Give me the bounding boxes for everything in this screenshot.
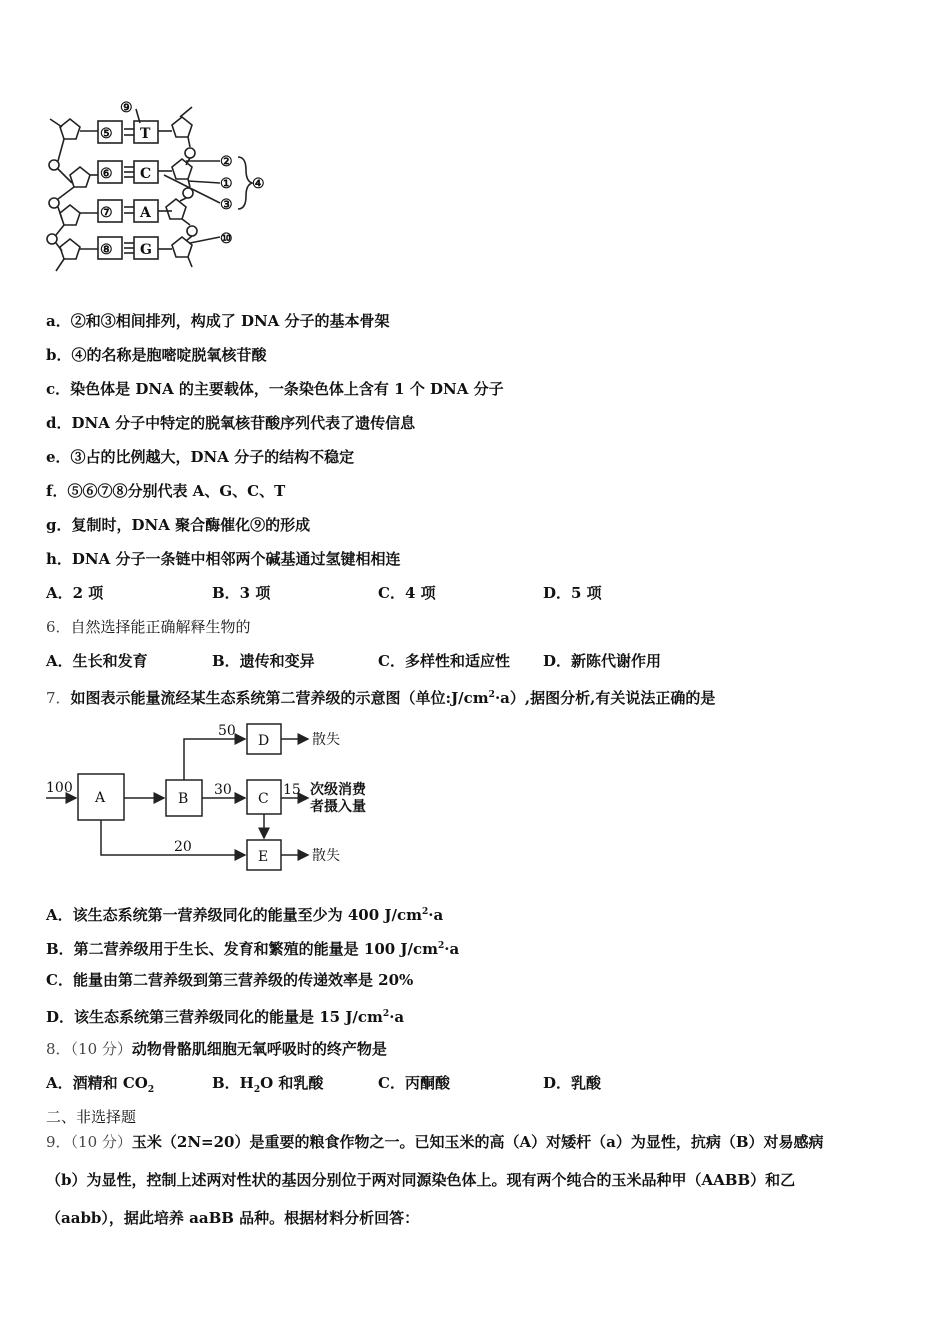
- q7-option-d-sup: 2: [382, 1009, 390, 1019]
- right-sugar-2: [172, 159, 192, 179]
- left-sugar-4: [60, 239, 80, 259]
- q5-statement-a: a．②和③相间排列，构成了 DNA 分子的基本骨架: [46, 312, 390, 330]
- q8-option-d: D．乳酸: [543, 1074, 602, 1092]
- q7-option-a-text: A．该生态系统第一营养级同化的能量至少为 400 J/cm: [46, 906, 422, 924]
- q8-option-b-text-2: O 和乳酸: [260, 1074, 324, 1092]
- left-phosphate-2: [49, 198, 59, 208]
- label-9: ⑨: [120, 100, 133, 116]
- label-7: ⑦: [100, 205, 113, 221]
- q9-text-1: 玉米（2N=20）是重要的粮食作物之一。已知玉米的高（A）对矮杆（a）为显性，抗病（B）对易感病: [131, 1133, 824, 1151]
- base-A: A: [140, 205, 151, 221]
- base-C: C: [140, 166, 152, 182]
- q9-line-1: [46, 1132, 824, 1152]
- q7-number: 7．: [46, 689, 71, 707]
- left-sugar-2: [70, 167, 90, 187]
- left-phosphate-3: [47, 234, 57, 244]
- q5-statement-b: b．④的名称是胞嘧啶脱氧核苷酸: [46, 346, 267, 364]
- q6-option-b: B．遗传和变异: [212, 652, 315, 670]
- q8-option-b-sub: 2: [253, 1085, 261, 1095]
- q7-option-c-text: C．能量由第二营养级到第三营养级的传递效率是 20%: [46, 971, 414, 989]
- arrow-b-d: [184, 739, 245, 780]
- consumer-label-1: 次级消费: [310, 782, 366, 798]
- q8-option-a: [46, 1073, 154, 1100]
- q8-option-a-text: A．酒精和 CO: [46, 1074, 148, 1092]
- label-C: C: [258, 791, 269, 807]
- q7-text-1: 如图表示能量流经某生态系统第二营养级的示意图（单位:J/cm: [70, 689, 489, 707]
- q7-stem: [46, 685, 715, 708]
- q7-option-c: [46, 970, 413, 990]
- label-8: ⑧: [100, 242, 113, 258]
- q8-option-b-text: B．H: [212, 1074, 254, 1092]
- q9-score: （10 分）: [70, 1133, 132, 1151]
- q5-statement-h: h．DNA 分子一条链中相邻两个碱基通过氢键相相连: [46, 550, 401, 568]
- q5-option-d: D．5 项: [543, 584, 602, 602]
- q5-option-b: B．3 项: [212, 584, 271, 602]
- q7-option-b-text: B．第二营养级用于生长、发育和繁殖的能量是 100 J/cm: [46, 940, 439, 958]
- q5-statement-d: d．DNA 分子中特定的脱氧核苷酸序列代表了遗传信息: [46, 414, 416, 432]
- right-phosphate-1: [185, 148, 195, 158]
- q7-option-a: [46, 902, 443, 925]
- label-6: ⑥: [100, 166, 113, 182]
- q5-option-a: A．2 项: [46, 584, 104, 602]
- input-value: 100: [46, 780, 73, 796]
- q7-option-b-unit: ·a: [444, 940, 460, 958]
- dna-structure-figure: [40, 95, 280, 285]
- q5-option-c: C．4 项: [378, 584, 436, 602]
- q6-option-a: A．生长和发育: [46, 652, 148, 670]
- q5-statement-c: c．染色体是 DNA 的主要载体，一条染色体上含有 1 个 DNA 分子: [46, 380, 504, 398]
- consumer-label-2: 者摄入量: [310, 799, 366, 815]
- label-B: B: [178, 791, 189, 807]
- label-4: ④: [252, 176, 265, 192]
- q8-number: 8．: [46, 1040, 71, 1058]
- q9-line-2: （b）为显性，控制上述两对性状的基因分别位于两对同源染色体上。现有两个纯合的玉米品种甲（AABB）和乙: [46, 1171, 796, 1189]
- base-G: G: [140, 242, 152, 258]
- right-sugar-1: [172, 117, 192, 137]
- label-5: ⑤: [100, 126, 113, 142]
- q7-text-2: ·a）,据图分析,有关说法正确的是: [494, 689, 716, 707]
- q6-text: 自然选择能正确解释生物的: [70, 618, 251, 636]
- loss-d: 散失: [312, 732, 340, 748]
- q8-stem: [46, 1039, 387, 1059]
- q8-option-b: [212, 1073, 323, 1100]
- arrow-a-e: [101, 820, 245, 855]
- q5-statement-g: g．复制时，DNA 聚合酶催化⑨的形成: [46, 516, 311, 534]
- q6-option-c: C．多样性和适应性: [378, 652, 510, 670]
- value-50: 50: [218, 723, 236, 739]
- q7-option-d: [46, 1004, 404, 1027]
- right-phosphate-3: [187, 226, 197, 236]
- label-D: D: [258, 733, 270, 749]
- label-3: ③: [220, 197, 233, 213]
- q7-option-a-sup: 2: [421, 907, 429, 917]
- label-1: ①: [220, 176, 233, 192]
- q8-option-c: C．丙酮酸: [378, 1074, 450, 1092]
- loss-e: 散失: [312, 848, 340, 864]
- label-E: E: [258, 849, 269, 865]
- q8-score: （10 分）: [70, 1040, 132, 1058]
- q7-option-b: [46, 936, 459, 959]
- q7-sup: 2: [488, 690, 495, 700]
- base-T: T: [140, 126, 151, 142]
- q5-statement-e: e．③占的比例越大，DNA 分子的结构不稳定: [46, 448, 355, 466]
- q6-number: 6．: [46, 618, 71, 636]
- section-heading: 二、非选择题: [46, 1108, 137, 1126]
- value-30: 30: [214, 782, 232, 798]
- left-phosphate-1: [49, 160, 59, 170]
- q8-text: 动物骨骼肌细胞无氧呼吸时的终产物是: [131, 1040, 387, 1058]
- q8-option-a-sub: 2: [147, 1085, 155, 1095]
- value-20: 20: [174, 839, 192, 855]
- right-sugar-4: [172, 237, 192, 257]
- q9-line-3: （aabb），据此培养 aaBB 品种。根据材料分析回答：: [46, 1209, 420, 1227]
- q6-option-d: D．新陈代谢作用: [543, 652, 662, 670]
- q7-option-a-unit: ·a: [428, 906, 444, 924]
- q7-option-d-unit: ·a: [389, 1008, 405, 1026]
- value-15: 15: [283, 782, 301, 798]
- left-sugar-1: [60, 119, 80, 139]
- q7-option-d-text: D．该生态系统第三营养级同化的能量是 15 J/cm: [46, 1008, 383, 1026]
- energy-flow-figure: [44, 718, 384, 878]
- label-10: ⑩: [220, 231, 233, 247]
- label-A: A: [95, 790, 106, 806]
- right-sugar-3: [166, 199, 186, 219]
- q7-option-b-sup: 2: [438, 941, 445, 951]
- q9-number: 9．: [46, 1133, 71, 1151]
- q6-stem: [46, 617, 251, 637]
- label-2: ②: [220, 154, 233, 170]
- q5-statement-f: f．⑤⑥⑦⑧分别代表 A、G、C、T: [46, 482, 286, 500]
- left-sugar-3: [60, 205, 80, 225]
